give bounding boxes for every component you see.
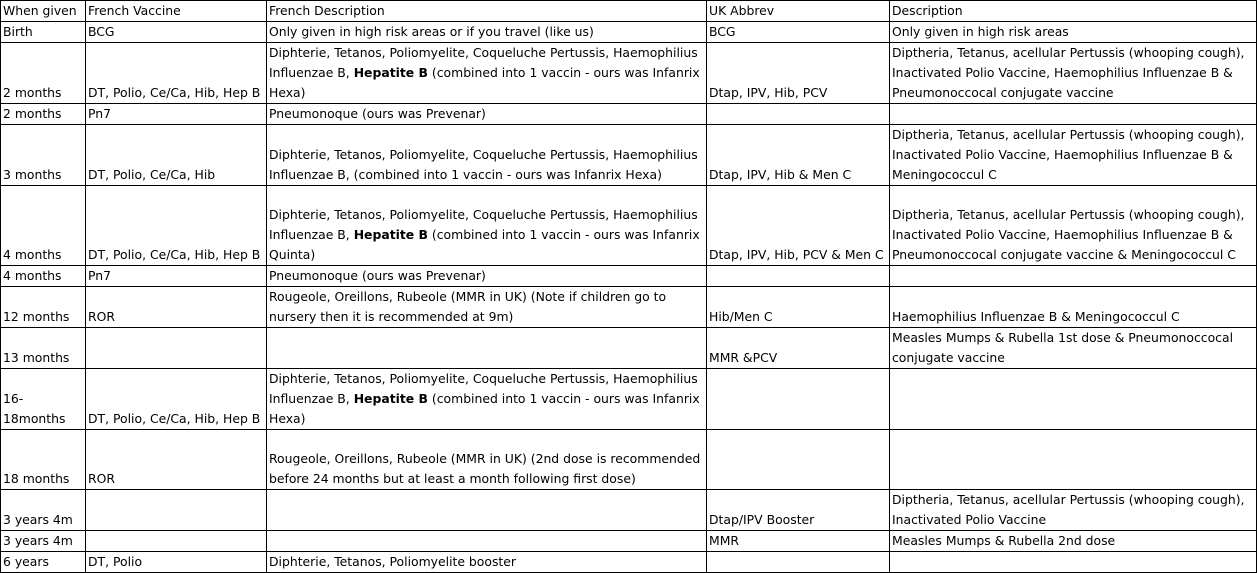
header-french-description[interactable]: French Description <box>267 1 707 22</box>
cell-description[interactable]: Diptheria, Tetanus, acellular Pertussis (whooping cough), Inactivated Polio Vaccine, Haemophilius Influenzae B & Meningococcul C <box>890 125 1257 186</box>
cell-uk-abbrev[interactable]: Hib/Men C <box>707 287 890 328</box>
cell-french-description[interactable] <box>267 43 707 104</box>
cell-when-given[interactable]: 16-18months <box>1 369 86 430</box>
french-description-text: Only given in high risk areas or if you travel (like us) <box>269 24 594 39</box>
french-description-bold: Hepatite B <box>353 227 428 242</box>
cell-french-vaccine[interactable]: Pn7 <box>86 266 267 287</box>
header-french-vaccine[interactable]: French Vaccine <box>86 1 267 22</box>
cell-uk-abbrev[interactable]: MMR &PCV <box>707 328 890 369</box>
cell-french-description[interactable] <box>267 287 707 328</box>
cell-when-given[interactable]: 13 months <box>1 328 86 369</box>
cell-when-given[interactable]: 3 months <box>1 125 86 186</box>
french-description-text-after: (combined into 1 vaccin - ours was Infanrix Hexa) <box>269 65 700 100</box>
cell-uk-abbrev[interactable]: Dtap, IPV, Hib, PCV <box>707 43 890 104</box>
cell-uk-abbrev[interactable] <box>707 369 890 430</box>
cell-french-vaccine[interactable]: DT, Polio <box>86 552 267 573</box>
cell-french-vaccine[interactable]: ROR <box>86 430 267 490</box>
french-description-text-after: (combined into 1 vaccin - ours was Infanrix Quinta) <box>269 227 700 262</box>
cell-description[interactable] <box>890 369 1257 430</box>
cell-french-vaccine[interactable] <box>86 328 267 369</box>
cell-french-description[interactable] <box>267 490 707 531</box>
cell-french-description[interactable] <box>267 531 707 552</box>
table-row <box>1 104 1257 125</box>
cell-uk-abbrev[interactable]: Dtap/IPV Booster <box>707 490 890 531</box>
cell-uk-abbrev[interactable] <box>707 104 890 125</box>
cell-french-vaccine[interactable]: DT, Polio, Ce/Ca, Hib, Hep B <box>86 43 267 104</box>
cell-description[interactable]: Measles Mumps & Rubella 1st dose & Pneumonoccocal conjugate vaccine <box>890 328 1257 369</box>
table-row <box>1 266 1257 287</box>
table-row <box>1 43 1257 104</box>
cell-french-description[interactable] <box>267 430 707 490</box>
table-row <box>1 531 1257 552</box>
cell-french-description[interactable] <box>267 22 707 43</box>
french-description-text: Pneumonoque (ours was Prevenar) <box>269 106 486 121</box>
table-row <box>1 328 1257 369</box>
table-row <box>1 186 1257 266</box>
table-row <box>1 552 1257 573</box>
cell-description[interactable] <box>890 552 1257 573</box>
cell-description[interactable] <box>890 266 1257 287</box>
cell-uk-abbrev[interactable] <box>707 552 890 573</box>
cell-description[interactable]: Diptheria, Tetanus, acellular Pertussis (whooping cough), Inactivated Polio Vaccine, Haemophilius Influenzae B & Pneumonoccocal conjugate vaccine & Meningococcul C <box>890 186 1257 266</box>
french-description-text-after: (combined into 1 vaccin - ours was Infanrix Hexa) <box>269 391 700 426</box>
cell-when-given[interactable]: Birth <box>1 22 86 43</box>
french-description-text: Diphterie, Tetanos, Poliomyelite booster <box>269 554 516 569</box>
french-description-text: Rougeole, Oreillons, Rubeole (MMR in UK) (Note if children go to nursery then it is recommended at 9m) <box>269 289 667 324</box>
cell-french-description[interactable] <box>267 369 707 430</box>
french-description-text: Pneumonoque (ours was Prevenar) <box>269 268 486 283</box>
table-row <box>1 369 1257 430</box>
french-description-text: Diphterie, Tetanos, Poliomyelite, Coqueluche Pertussis, Haemophilius Influenzae B, <box>269 371 698 406</box>
cell-french-description[interactable] <box>267 552 707 573</box>
cell-uk-abbrev[interactable] <box>707 430 890 490</box>
cell-when-given[interactable]: 2 months <box>1 43 86 104</box>
table-row <box>1 490 1257 531</box>
cell-description[interactable] <box>890 430 1257 490</box>
cell-french-description[interactable] <box>267 125 707 186</box>
cell-when-given[interactable]: 12 months <box>1 287 86 328</box>
cell-french-description[interactable] <box>267 104 707 125</box>
cell-french-vaccine[interactable] <box>86 531 267 552</box>
cell-description[interactable]: Measles Mumps & Rubella 2nd dose <box>890 531 1257 552</box>
french-description-bold: Hepatite B <box>353 65 428 80</box>
cell-french-description[interactable] <box>267 186 707 266</box>
french-description-text: Diphterie, Tetanos, Poliomyelite, Coqueluche Pertussis, Haemophilius Influenzae B, <box>269 45 698 80</box>
cell-french-vaccine[interactable]: DT, Polio, Ce/Ca, Hib, Hep B <box>86 369 267 430</box>
table-row <box>1 430 1257 490</box>
header-description[interactable]: Description <box>890 1 1257 22</box>
cell-french-vaccine[interactable] <box>86 490 267 531</box>
cell-french-vaccine[interactable]: DT, Polio, Ce/Ca, Hib, Hep B <box>86 186 267 266</box>
cell-french-vaccine[interactable]: Pn7 <box>86 104 267 125</box>
cell-uk-abbrev[interactable] <box>707 266 890 287</box>
cell-when-given[interactable]: 3 years 4m <box>1 490 86 531</box>
cell-description[interactable]: Diptheria, Tetanus, acellular Pertussis (whooping cough), Inactivated Polio Vaccine, Haemophilius Influenzae B & Pneumonoccocal conjugate vaccine <box>890 43 1257 104</box>
cell-when-given[interactable]: 4 months <box>1 186 86 266</box>
cell-french-description[interactable] <box>267 266 707 287</box>
cell-french-vaccine[interactable]: DT, Polio, Ce/Ca, Hib <box>86 125 267 186</box>
french-description-bold: Hepatite B <box>353 391 428 406</box>
header-when-given[interactable]: When given <box>1 1 86 22</box>
french-description-text: Diphterie, Tetanos, Poliomyelite, Coqueluche Pertussis, Haemophilius Influenzae B, (combined into 1 vaccin - ours was Infanrix Hexa) <box>269 147 698 182</box>
cell-uk-abbrev[interactable]: MMR <box>707 531 890 552</box>
header-uk-abbrev[interactable]: UK Abbrev <box>707 1 890 22</box>
cell-french-vaccine[interactable]: BCG <box>86 22 267 43</box>
cell-uk-abbrev[interactable]: Dtap, IPV, Hib & Men C <box>707 125 890 186</box>
cell-description[interactable]: Only given in high risk areas <box>890 22 1257 43</box>
cell-uk-abbrev[interactable]: Dtap, IPV, Hib, PCV & Men C <box>707 186 890 266</box>
french-description-text: Diphterie, Tetanos, Poliomyelite, Coqueluche Pertussis, Haemophilius Influenzae B, <box>269 207 698 242</box>
cell-when-given[interactable]: 3 years 4m <box>1 531 86 552</box>
cell-when-given[interactable]: 2 months <box>1 104 86 125</box>
cell-french-vaccine[interactable]: ROR <box>86 287 267 328</box>
cell-when-given[interactable]: 6 years <box>1 552 86 573</box>
table-row <box>1 287 1257 328</box>
table-row <box>1 125 1257 186</box>
table-row <box>1 22 1257 43</box>
cell-description[interactable]: Diptheria, Tetanus, acellular Pertussis (whooping cough), Inactivated Polio Vaccine <box>890 490 1257 531</box>
header-row <box>1 1 1257 22</box>
cell-description[interactable] <box>890 104 1257 125</box>
cell-french-description[interactable] <box>267 328 707 369</box>
cell-description[interactable]: Haemophilius Influenzae B & Meningococcul C <box>890 287 1257 328</box>
french-description-text: Rougeole, Oreillons, Rubeole (MMR in UK) (2nd dose is recommended before 24 months but at least a month following first dose) <box>269 451 701 486</box>
cell-when-given[interactable]: 4 months <box>1 266 86 287</box>
cell-uk-abbrev[interactable]: BCG <box>707 22 890 43</box>
cell-when-given[interactable]: 18 months <box>1 430 86 490</box>
